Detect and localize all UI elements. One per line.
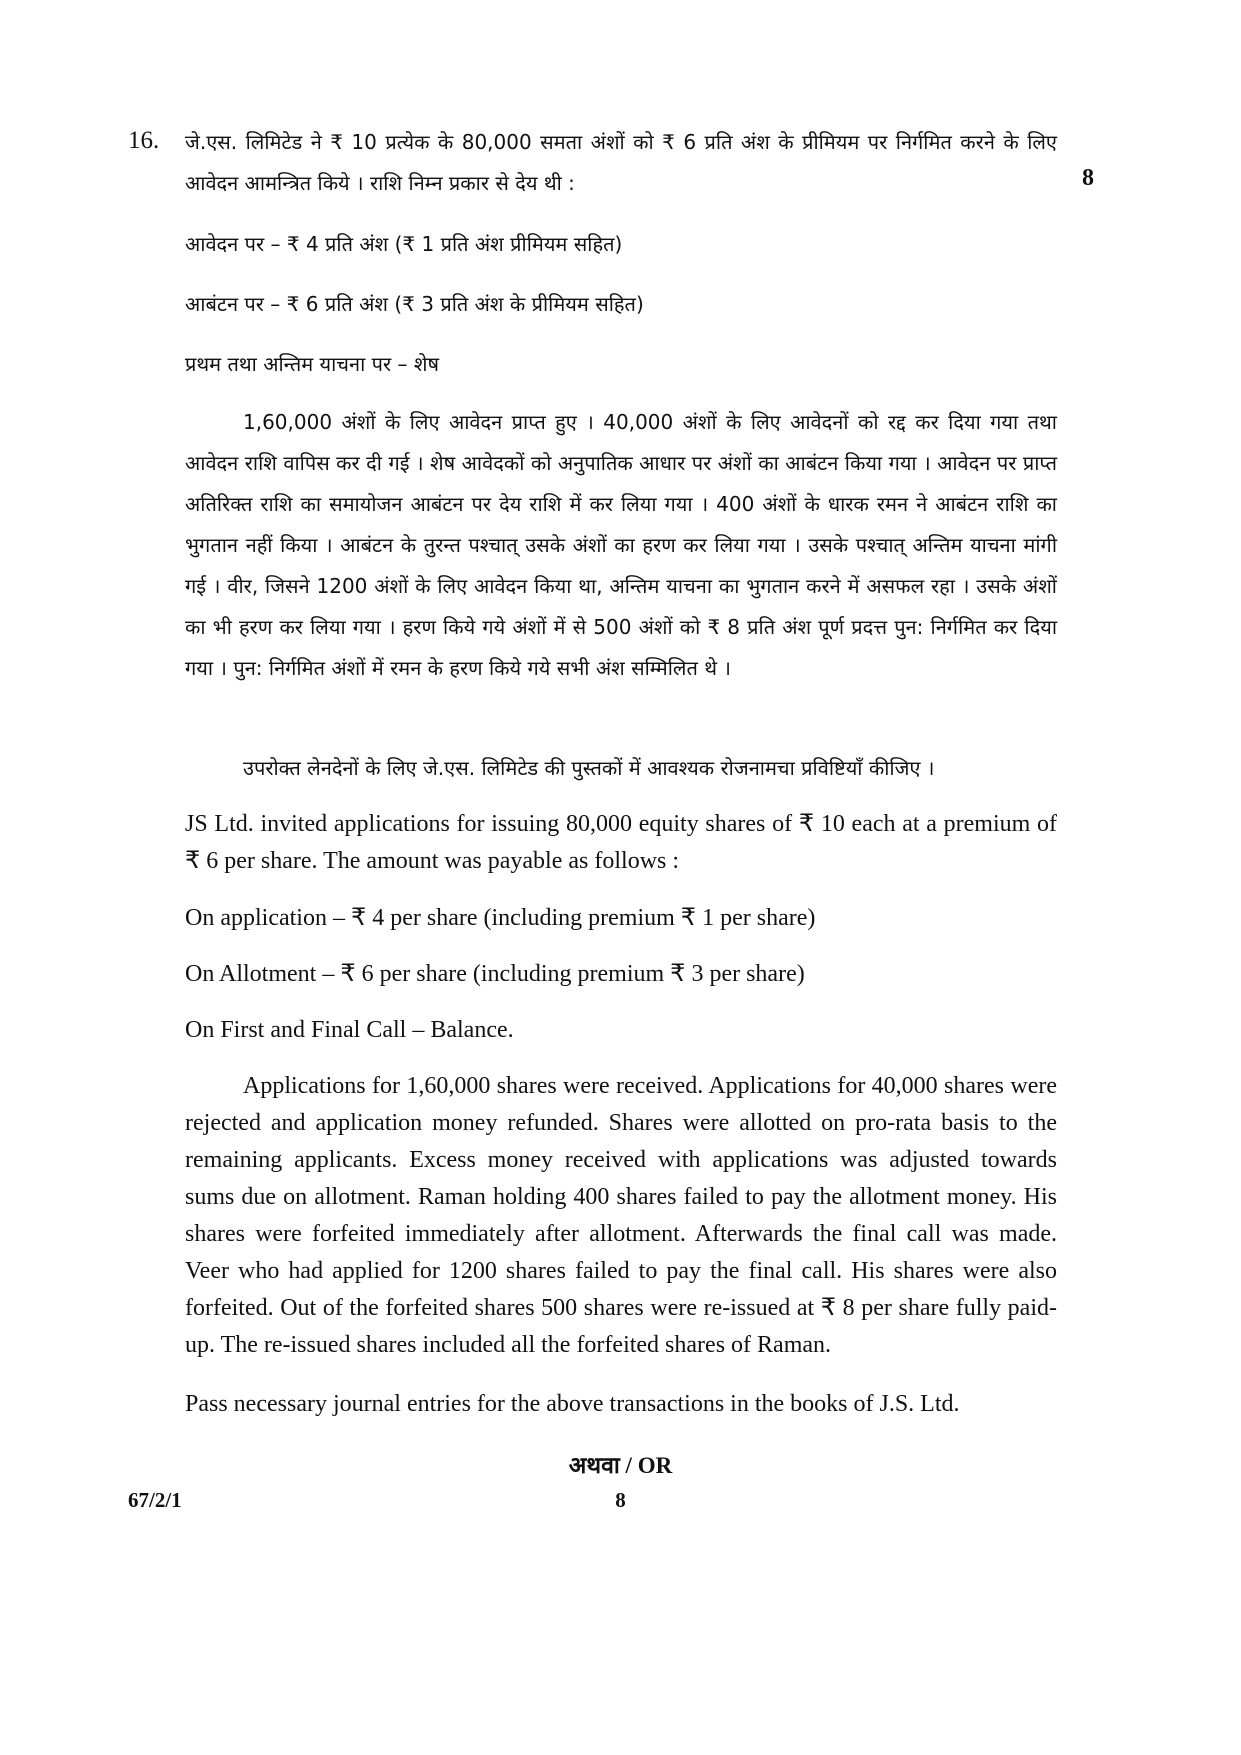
page-number: 8 xyxy=(615,1488,626,1512)
hindi-instruction: उपरोक्त लेनदेनों के लिए जे.एस. लिमिटेड की पुस्तकों में आवश्यक रोजनामचा प्रविष्टियाँ कीजिए । xyxy=(243,756,935,780)
hindi-body-paragraph: 1,60,000 अंशों के लिए आवेदन प्राप्त हुए । 40,000 अंशों के लिए आवेदनों को रद्द कर दिया गया तथा आवेदन राशि वापिस कर दी गई । शेष आवेदकों को अनुपातिक आधार पर अंशों का आबंटन किया गया । आवेदन पर प्राप्त अतिरिक्त राशि का समायोजन आबंटन पर देय राशि में कर लिया गया । 400 अंशों के धारक रमन ने आबंटन राशि का भुगतान नहीं किया । आबंटन के तुरन्त पश्चात् उसके अंशों का हरण कर लिया गया । उसके पश्चात् अन्तिम याचना मांगी गई । वीर, जिसने 1200 अंशों के लिए आवेदन किया था, अन्तिम याचना का भुगतान करने में असफल रहा । उसके अंशों का भी हरण कर लिया गया । हरण किये गये अंशों में से 500 अंशों को ₹ 8 प्रति अंश पूर्ण प्रदत्त पुन: निर्गमित कर दिया गया । पुन: निर्गमित अंशों में रमन के हरण किये गये सभी अंश सम्मिलित थे । xyxy=(185,410,1057,680)
english-body-paragraph: Applications for 1,60,000 shares were received. Applications for 40,000 shares were rejected and application money refunded. Shares were allotted on pro-rata basis to the remaining applicants. Excess money received with applications was adjusted towards sums due on allotment. Raman holding 400 shares failed to pay the allotment money. His shares were forfeited immediately after allotment. Afterwards the final call was made. Veer who had applied for 1200 shares failed to pay the final call. His shares were also forfeited. Out of the forfeited shares 500 shares were re-issued at ₹ 8 per share fully paid-up. The re-issued shares included all the forfeited shares of Raman. xyxy=(185,1073,1057,1358)
hindi-application-terms: आवेदन पर – ₹ 4 प्रति अंश (₹ 1 प्रति अंश प्रीमियम सहित) xyxy=(185,232,623,256)
hindi-intro: जे.एस. लिमिटेड ने ₹ 10 प्रत्येक के 80,000 समता अंशों को ₹ 6 प्रति अंश के प्रीमियम पर निर्गमित करने के लिए आवेदन आमन्त्रित किये । राशि निम्न प्रकार से देय थी : xyxy=(185,130,1057,195)
english-allotment-terms: On Allotment – ₹ 6 per share (including premium ₹ 3 per share) xyxy=(185,961,805,987)
english-intro: JS Ltd. invited applications for issuing 80,000 equity shares of ₹ 10 each at a premium of ₹ 6 per share. The amount was payable as follows : xyxy=(185,811,1057,874)
question-marks: 8 xyxy=(1082,165,1094,191)
english-instruction: Pass necessary journal entries for the above transactions in the books of J.S. Ltd. xyxy=(185,1391,960,1417)
hindi-allotment-terms: आबंटन पर – ₹ 6 प्रति अंश (₹ 3 प्रति अंश के प्रीमियम सहित) xyxy=(185,292,644,316)
english-final-call-terms: On First and Final Call – Balance. xyxy=(185,1017,514,1043)
or-separator: अथवा / OR xyxy=(568,1453,673,1478)
english-application-terms: On application – ₹ 4 per share (including premium ₹ 1 per share) xyxy=(185,905,816,931)
paper-code: 67/2/1 xyxy=(128,1488,182,1512)
question-number: 16. xyxy=(128,127,160,154)
hindi-final-call-terms: प्रथम तथा अन्तिम याचना पर – शेष xyxy=(185,352,440,376)
